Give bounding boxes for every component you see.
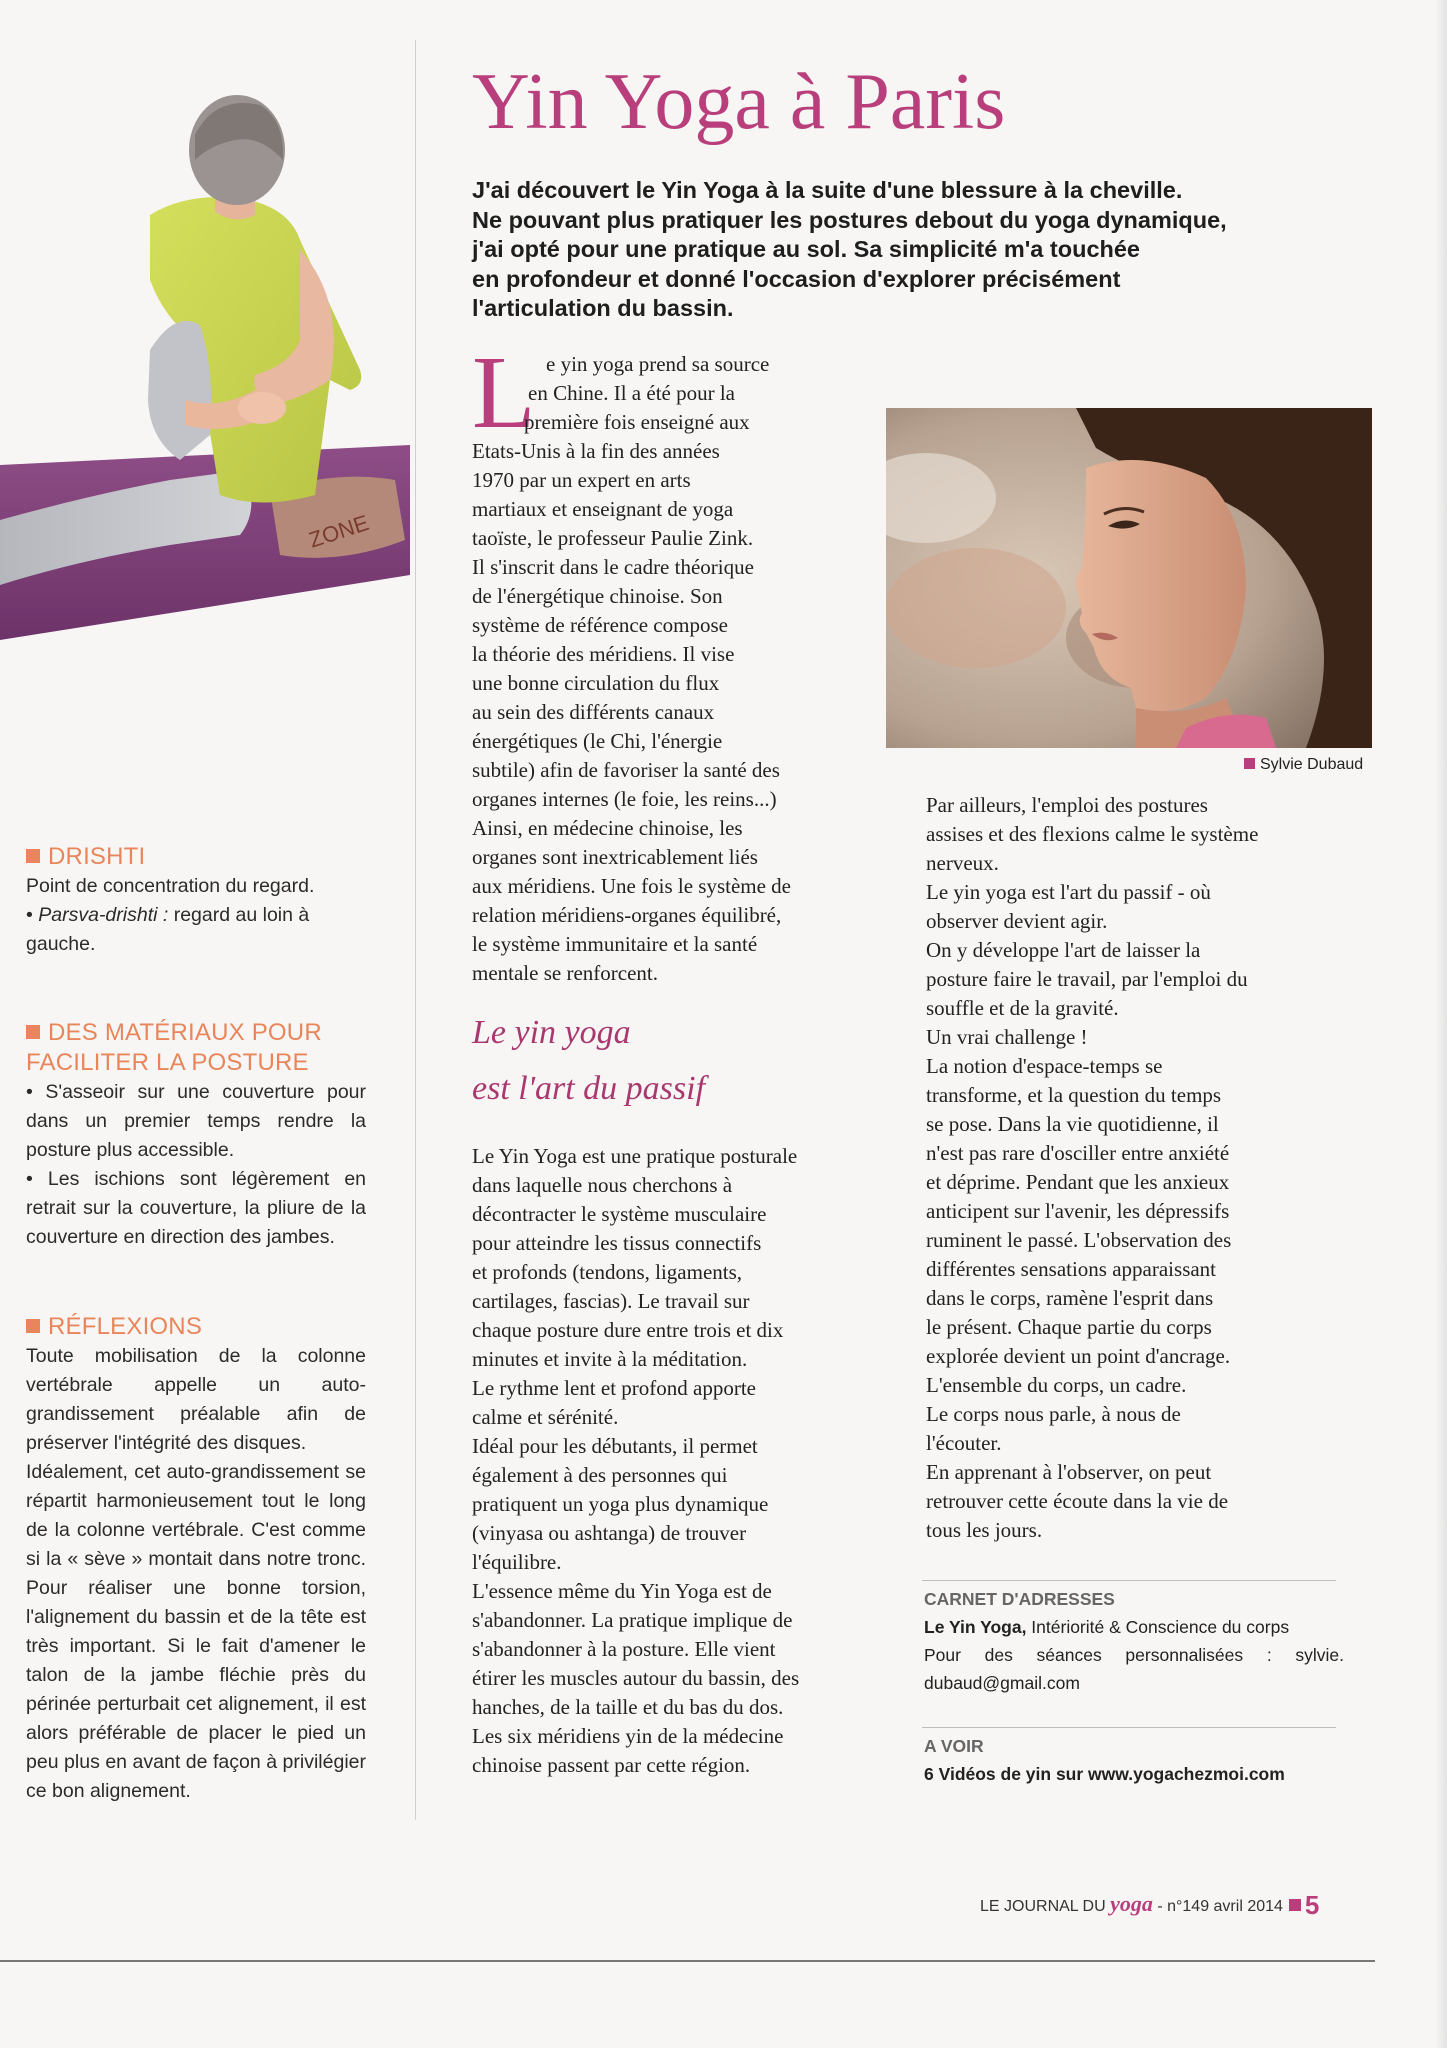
lead-line: J'ai découvert le Yin Yoga à la suite d'une blessure à la cheville. (472, 177, 1183, 203)
page-footer (980, 1890, 1319, 1921)
square-bullet-icon (26, 1025, 40, 1039)
body-line: l'équilibre. (472, 1550, 562, 1574)
body-line: également à des personnes qui (472, 1463, 728, 1487)
body-line: On y développe l'art de laisser la (926, 938, 1201, 962)
divider (922, 1580, 1336, 1581)
body-line: en Chine. Il a été pour la (528, 381, 736, 405)
article-lead (472, 176, 1352, 324)
body-column-1b (472, 1142, 892, 1780)
journal-name: LE JOURNAL DU (980, 1898, 1106, 1915)
body-line: (vinyasa ou ashtanga) de trouver (472, 1521, 747, 1545)
body-line: souffle et de la gravité. (926, 996, 1119, 1020)
carnet-email: dubaud@gmail.com (924, 1673, 1080, 1693)
body-line: La notion d'espace-temps se (926, 1054, 1163, 1078)
body-line: chinoise passent par cette région. (472, 1753, 751, 1777)
body-line: minutes et invite à la méditation. (472, 1347, 748, 1371)
sidebar-drishti (26, 842, 366, 959)
body-line: Idéal pour les débutants, il permet (472, 1434, 758, 1458)
body-line: Par ailleurs, l'emploi des postures (926, 793, 1208, 817)
body-line: et profonds (tendons, ligaments, (472, 1260, 743, 1284)
body-line: dans laquelle nous cherchons à (472, 1173, 733, 1197)
body-line: anticipent sur l'avenir, les dépressifs (926, 1199, 1230, 1223)
article-title: Yin Yoga à Paris (472, 58, 1006, 146)
body-line: Le rythme lent et profond apporte (472, 1376, 756, 1400)
page-number: 5 (1304, 1890, 1320, 1920)
body-line: cartilages, fascias). Le travail sur (472, 1289, 750, 1313)
bottom-rule (0, 1960, 1375, 1962)
body-line: pratiquent un yoga plus dynamique (472, 1492, 769, 1516)
carnet-line-1: Le Yin Yoga, Intériorité & Conscience du corps (924, 1617, 1290, 1637)
lead-line: l'articulation du bassin. (472, 295, 734, 321)
body-line: calme et sérénité. (472, 1405, 619, 1429)
square-bullet-icon (1289, 1899, 1301, 1911)
body-line: se pose. Dans la vie quotidienne, il (926, 1112, 1219, 1136)
body-line: s'abandonner à la posture. Elle vient (472, 1637, 776, 1661)
body-line: au sein des différents canaux (472, 700, 715, 724)
body-line: étirer les muscles autour du bassin, des (472, 1666, 800, 1690)
lead-line: en profondeur et donné l'occasion d'explorer précisément (472, 265, 1121, 292)
body-line: Le corps nous parle, à nous de (926, 1402, 1181, 1426)
body-line: Il s'inscrit dans le cadre théorique (472, 555, 754, 579)
body-line: observer devient agir. (926, 909, 1108, 933)
column-divider (415, 40, 416, 1820)
body-line: organes internes (le foie, les reins...) (472, 787, 777, 811)
body-line: explorée devient un point d'ancrage. (926, 1344, 1231, 1368)
lead-line: Ne pouvant plus pratiquer les postures debout du yoga dynamique, (472, 206, 1227, 233)
carnet-heading: CARNET D'ADRESSES (924, 1589, 1115, 1609)
woman-portrait-photo (886, 408, 1372, 748)
body-line: nerveux. (926, 851, 999, 875)
body-line: En apprenant à l'observer, on peut (926, 1460, 1212, 1484)
square-bullet-icon (26, 1319, 40, 1333)
body-line: retrouver cette écoute dans la vie de (926, 1489, 1229, 1513)
body-line: Les six méridiens yin de la médecine (472, 1724, 784, 1748)
body-line: Le yin yoga est l'art du passif - où (926, 880, 1211, 904)
drop-cap: L (472, 335, 536, 450)
body-line: assises et des flexions calme le système (926, 822, 1259, 846)
body-line: Le Yin Yoga est une pratique posturale (472, 1144, 798, 1168)
a-voir-heading: A VOIR (924, 1736, 984, 1756)
carnet-line-2: Pour des séances personnalisées : sylvie. (924, 1645, 1344, 1665)
body-line: énergétiques (le Chi, l'énergie (472, 729, 723, 753)
reflexions-paragraph-1: Toute mobilisation de la colonne vertébrale appelle un auto-grandissement préalable afin de préserver l'intégrité des disques. (26, 1345, 366, 1454)
body-line: ruminent le passé. L'observation des (926, 1228, 1232, 1252)
sidebar-materiaux (26, 1018, 366, 1252)
body-line: de l'énergétique chinoise. Son (472, 584, 723, 608)
body-line: l'écouter. (926, 1431, 1002, 1455)
body-line: Etats-Unis à la fin des années (472, 439, 720, 463)
svg-text:ZONE: ZONE (305, 509, 372, 553)
body-line: première fois enseigné aux (524, 410, 750, 434)
body-line: le présent. Chaque partie du corps (926, 1315, 1212, 1339)
page-edge-shadow (1435, 0, 1447, 2048)
materiaux-heading: DES MATÉRIAUX POUR FACILITER LA POSTURE (26, 1019, 322, 1076)
body-line: Ainsi, en médecine chinoise, les (472, 816, 743, 840)
body-line: hanches, de la taille et du bas du dos. (472, 1695, 784, 1719)
materiaux-bullet-1: • S'asseoir sur une couverture pour dans un premier temps rendre la posture plus accessible. (26, 1081, 366, 1161)
body-line: posture faire le travail, par l'emploi du (926, 967, 1248, 991)
body-line: décontracter le système musculaire (472, 1202, 767, 1226)
body-line: aux méridiens. Une fois le système de (472, 874, 791, 898)
body-line: taoïste, le professeur Paulie Zink. (472, 526, 754, 550)
body-line: martiaux et enseignant de yoga (472, 497, 734, 521)
body-line: s'abandonner. La pratique implique de (472, 1608, 793, 1632)
body-column-2 (926, 791, 1346, 1545)
body-line: relation méridiens-organes équilibré, (472, 903, 782, 927)
body-line: transforme, et la question du temps (926, 1083, 1222, 1107)
a-voir (924, 1732, 1344, 1788)
body-line: 1970 par un expert en arts (472, 468, 691, 492)
drishti-heading: DRISHTI (26, 842, 366, 872)
drishti-text: Point de concentration du regard. (26, 875, 315, 897)
reflexions-paragraph-2: Idéalement, cet auto-grandissement se répartit harmonieusement tout le long de la colonne vertébrale. C'est comme si la « sève » montait dans notre tronc. Pour réaliser une bonne torsion, l'alignement du bassin et de la tête est très important. Si le fait d'amener le talon de la jambe fléchie près du périnée perturbait cet alignement, il est alors préférable de placer le pied un peu plus en avant de façon à privilégier ce bon alignement. (26, 1461, 366, 1802)
square-bullet-icon (26, 849, 40, 863)
body-line: mentale se renforcent. (472, 961, 658, 985)
body-line: pour atteindre les tissus connectifs (472, 1231, 762, 1255)
section-subhead: Le yin yoga est l'art du passif (472, 1014, 706, 1107)
yoga-pose-photo (0, 40, 410, 650)
issue-info: - n°149 avril 2014 (1152, 1898, 1283, 1915)
body-line: L'essence même du Yin Yoga est de (472, 1579, 772, 1603)
divider (922, 1727, 1336, 1728)
materiaux-bullet-2: • Les ischions sont légèrement en retrait sur la couverture, la pliure de la couverture en direction des jambes. (26, 1168, 367, 1248)
square-bullet-icon (1244, 758, 1255, 769)
body-line: et déprime. Pendant que les anxieux (926, 1170, 1230, 1194)
a-voir-text: 6 Vidéos de yin sur www.yogachezmoi.com (924, 1764, 1285, 1784)
drishti-bullet: • Parsva-drishti : regard au loin à gauche. (26, 904, 310, 955)
reflexions-heading: RÉFLEXIONS (26, 1312, 366, 1342)
body-line: Un vrai challenge ! (926, 1025, 1088, 1049)
lead-line: j'ai opté pour une pratique au sol. Sa simplicité m'a touchée (472, 236, 1141, 262)
body-column-1a (472, 335, 892, 988)
body-line: subtile) afin de favoriser la santé des (472, 758, 780, 782)
body-line: différentes sensations apparaissant (926, 1257, 1217, 1281)
body-line: chaque posture dure entre trois et dix (472, 1318, 784, 1342)
carnet-adresses (924, 1585, 1344, 1697)
photo-credit: Sylvie Dubaud (1244, 756, 1363, 774)
body-line: organes sont inextricablement liés (472, 845, 758, 869)
body-line: n'est pas rare d'osciller entre anxiété (926, 1141, 1230, 1165)
body-line: e yin yoga prend sa source (546, 352, 770, 376)
body-line: système de référence compose (472, 613, 728, 637)
body-line: la théorie des méridiens. Il vise (472, 642, 735, 666)
journal-brand: yoga (1110, 1891, 1153, 1916)
body-line: dans le corps, ramène l'esprit dans (926, 1286, 1214, 1310)
body-line: le système immunitaire et la santé (472, 932, 758, 956)
body-line: tous les jours. (926, 1518, 1043, 1542)
sidebar-reflexions (26, 1312, 366, 1806)
body-line: une bonne circulation du flux (472, 671, 720, 695)
body-line: L'ensemble du corps, un cadre. (926, 1373, 1187, 1397)
